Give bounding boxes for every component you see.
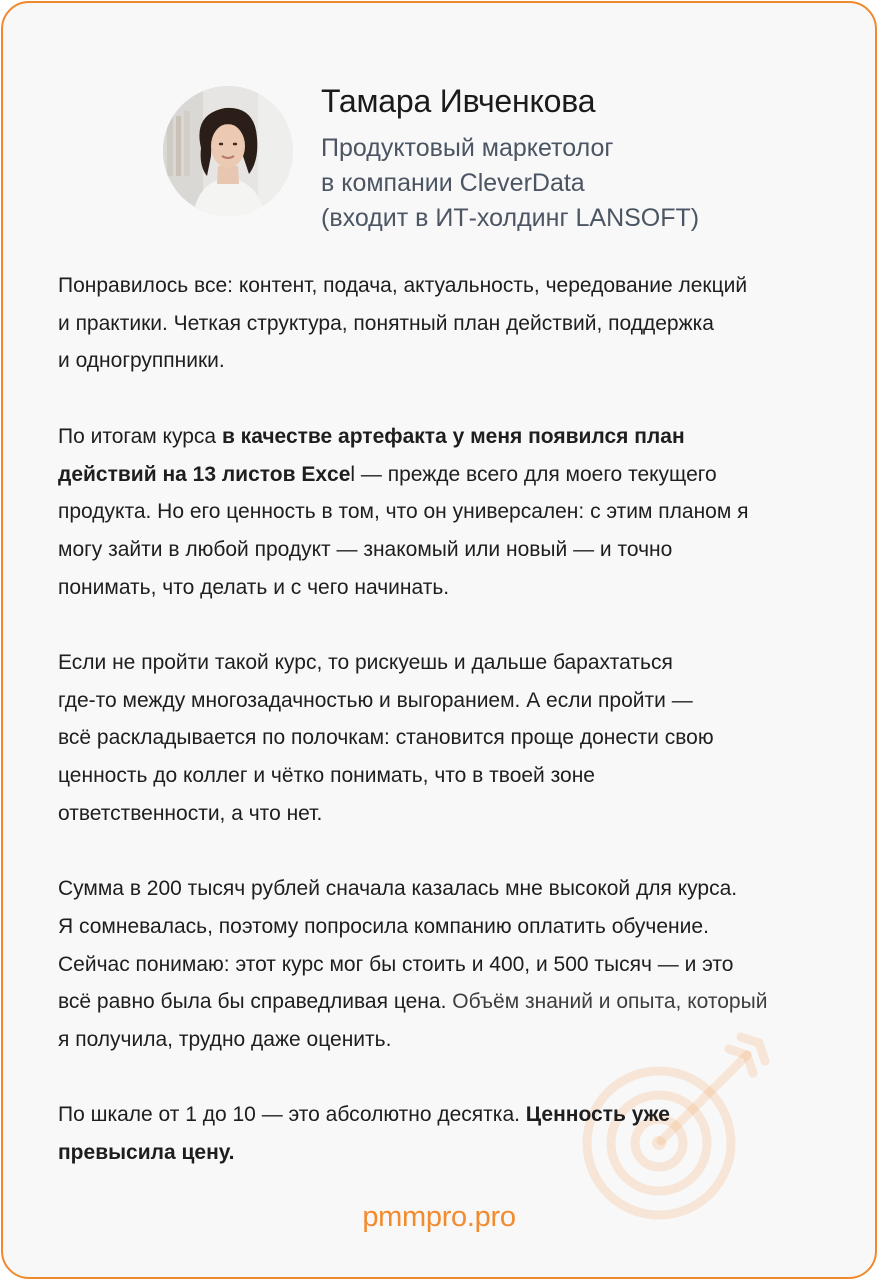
review-paragraph [58,418,848,607]
avatar-photo [163,86,293,216]
avatar [163,86,293,216]
text-line [58,456,848,494]
brand-link[interactable]: pmmpro.pro [362,1201,516,1233]
text-line: продукта. Но его ценность в том, что он универсален: с этим планом я [58,500,749,524]
text-line: всё раскладывается по полочкам: становится проще донести свою [58,726,714,750]
text-span: По шкале от 1 до 10 — это абсолютно десятка. [58,1103,526,1127]
review-card [1,1,877,1279]
text-span: всё равно была бы справедливая цена. [58,990,453,1014]
text-span: По итогам курса [58,424,222,448]
text-line [58,983,848,1021]
text-line: я получила, трудно даже оценить. [58,1028,392,1052]
author-role-line: (входит в ИТ-холдинг LANSOFT) [321,204,700,232]
text-line: Сейчас понимаю: этот курс мог бы стоить и 400, и 500 тысяч — и это [58,952,734,976]
review-text [58,267,848,1172]
text-line: Если не пройти такой курс, то рискуешь и дальше барахтаться [58,651,673,674]
highlight-text: в качестве артефакта у меня появился план [221,424,685,448]
text-line: Я сомневалась, поэтому попросила компанию оплатить обучение. [58,914,709,938]
text-span: l — прежде всего для моего текущего [350,462,717,486]
text-span: Объём знаний и опыта, который [452,990,768,1014]
text-line: и практики. Четкая структура, понятный план действий, поддержка [58,311,714,335]
text-line: где-то между многозадачностью и выгоранием. А если пройти — [58,688,693,712]
text-line: ценность до коллег и чётко понимать, что в твоей зоне [58,764,595,788]
text-line: и одногруппники. [58,349,225,373]
text-line [58,1096,848,1134]
text-line [58,418,848,456]
text-line: Сумма в 200 тысяч рублей сначала казалась мне высокой для курса. [58,877,738,901]
highlight-text: превысила цену. [58,1141,235,1165]
highlight-text: действий на 13 листов Exce [58,462,351,486]
author-role [321,131,699,236]
text-line: понимать, что делать и с чего начинать. [58,575,450,599]
review-paragraph [58,1096,848,1171]
author-role-line: Продуктовый маркетолог [321,134,614,162]
author-role-line: в компании CleverData [321,169,585,197]
text-line: Понравилось все: контент, подача, актуальность, чередование лекций [58,274,748,297]
highlight-text: Ценность уже [525,1103,670,1127]
review-paragraph [58,267,848,380]
review-paragraph [58,644,848,833]
author-name: Тамара Ивченкова [321,83,596,119]
text-line: могу зайти в любой продукт — знакомый или новый — и точно [58,537,673,561]
review-paragraph [58,870,848,1059]
text-line: ответственности, а что нет. [58,801,323,825]
